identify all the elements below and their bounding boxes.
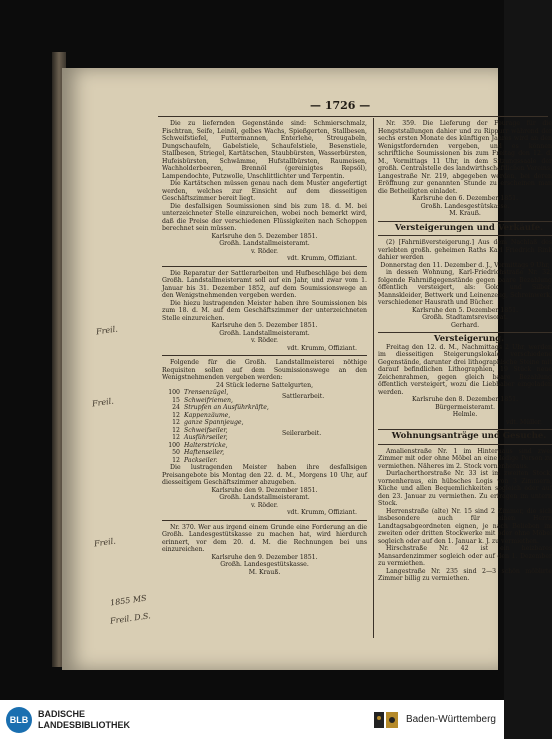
state-crest-icon <box>372 710 400 730</box>
notice-authority: Großh. Landstallmeisteramt. <box>219 240 310 247</box>
list-item: 12 ganze Spannjeuge, <box>172 419 244 426</box>
list-item: 15 Schweifriemen, <box>172 396 233 404</box>
list-item: 12 Kappenzäume, <box>172 411 231 419</box>
notice-paragraph: in dessen Wohnung, Karl-Friedrichstraße Nr. 32, folgende Fahrnißgegenstände gegen baare Bezahlung öffentlich versteigert, als: Gold und Silber, Mannskleider, Bettwerk und Leinenzeug, Schreinwerk, verschiedener Hausrath und Bücher. <box>378 269 552 306</box>
notice-paragraph: (2) [Fahrnißversteigerung.] Aus dem Nachlaß des verlebten großh. geheimen Raths Karl Friedrich Rink dahier werden <box>378 239 552 261</box>
notice-signature: v. Röder. <box>251 501 278 509</box>
notice-authority: Großh. Landesgestütskasse. <box>220 561 309 568</box>
notice-paragraph: Folgende für die Großh. Landstallmeisterei nöthige Requisiten sollen auf dem Soumissionswege an den Wenigstnehmenden vergeben werden: <box>162 359 367 381</box>
list-item: 100 Halterstricke, <box>168 441 228 449</box>
notice-paragraph: Die desfallsigen Soumissionen sind bis zum 18. d. M. bei unterzeichneter Stelle einzureichen, wobei noch bemerkt wird, daß die Preise der verschiedenen Flüssigkeiten nach Schoppen berechnet sein müssen. <box>162 202 367 232</box>
margin-note: 1855 MS <box>109 593 148 608</box>
notice-paragraph: Hirschstraße Nr. 42 ist ein heizbares Mansardenzimmer sogleich oder auf den 1. Dezember zu vermiethen. <box>378 545 552 567</box>
list-item: 12 Ausführseiler, <box>172 434 228 441</box>
notice-paragraph: Die hiezu lustragenden Meister haben ihre Soumissionen bis zum 18. d. M. auf dem Geschäftszimmer der unterzeichneten Stelle einzureichen. <box>162 299 367 322</box>
right-column <box>378 120 552 583</box>
separator <box>162 520 367 521</box>
notice-signature: v. Röder. <box>251 247 278 255</box>
list-item: 12 Packseiler. <box>172 456 218 464</box>
section-heading: Versteigerung. <box>433 334 505 344</box>
column-rule <box>373 118 374 638</box>
bracket-label-saddlery: Sattlerarbeit. <box>282 393 325 400</box>
notice-paragraph: Nr. 370. Wer aus irgend einem Grunde eine Forderung an die Großh. Landesgestütskasse zu machen hat, wird hierdurch erinnert, vor dem 20. d. M. die Rechnungen bei uns einzureichen. <box>162 523 367 553</box>
library-name-line: LANDESBIBLIOTHEK <box>38 719 130 730</box>
notice-paragraph: Durlacherthorstraße Nr. 33 ist im zweiten Stock, vornenheraus, ein hübsches Logis von 3 Zimmern, Küche und allen Bequemlichkeiten sogleich oder auf den 23. Januar zu vermiethen. Zu erfragen im untern Stock. <box>378 470 552 507</box>
notice-signature: vdt. Krumm, Offiziant. <box>287 509 357 516</box>
notice-signature: Helmle. <box>452 411 478 418</box>
library-name <box>38 709 130 731</box>
section-heading: Versteigerungen und Verkäufe. <box>394 222 544 233</box>
library-name-line: BADISCHE <box>38 708 86 719</box>
notice-paragraph: Freitag den 12. d. M., Nachmittags 2 Uhr, werden im diesseitigen Steigerungslokale verschiedene Gegenstände, darunter drei lithographische Steine mit darauf befindlichen Lithographien, 19 Stück neue Zeichenrahmen, gegen gleich baare Bezahlung öffentlich versteigert, wozu die Liebhaber eingeladen werden. <box>378 343 552 396</box>
notice-signature: M. Krauß. <box>248 568 281 576</box>
list-item: 24 Strupfen an Ausführkräfte, <box>172 404 269 411</box>
requisites-list <box>162 389 367 464</box>
notice-date: Karlsruhe den 5. Dezember 1851. <box>211 232 318 240</box>
notice-paragraph: Die Kartätschen müssen genau nach dem Muster angefertigt werden, welches zur Einsicht auf dem diesseitigen Geschäftszimmer bereit liegt. <box>162 180 367 202</box>
separator <box>378 444 552 445</box>
notice-paragraph: Nr. 359. Die Lieferung der Fourage für die Hengststallungen dahier und zu Rippurr während der sechs ersten Monate des künftigen Jahres wird an den Wenigstfordernden vergeben, und es können schriftliche Soumissionen bis zum Freitag den 12. d. M., Vormittags 11 Uhr, in dem Sitzungssaale der großh. Centralstelle des landwirthschaftlichen Vereins, Langestraße Nr. 219, abgegeben werden, bei deren Eröffnung zur genannten Stunde zu erscheinen man die Betheiligten einladet. <box>378 120 552 195</box>
margin-note: Freil. <box>93 536 117 549</box>
section-heading: Wohnungsanträge und Gesuche. <box>391 431 547 441</box>
notice-authority: Großh. Landesgestütskasse. <box>420 202 510 210</box>
notice-paragraph: Herrenstraße (alte) Nr. 15 sind 2 Zimmer, die sich insbesondere auch für einen Herrn Landtagsabgeordneten eignen, je nach Belieben im zweiten oder dritten Stockwerke mit oder ohne Möbel sogleich oder auf den 1. Januar k. J. zu vermiethen. <box>378 507 552 545</box>
list-item: 50 Haftenseiler, <box>172 449 225 456</box>
list-item: 100 Trensenzügel, <box>168 389 229 396</box>
notice-signature: Gerhard. <box>450 321 480 329</box>
notice-authority: Bürgermeisteramt. <box>435 403 495 411</box>
state-brand <box>372 710 496 730</box>
bracket-label-ropery: Seilerarbeit. <box>282 430 322 437</box>
notice-signature: v. Röder. <box>251 337 278 344</box>
list-item: 12 Schweifseiler, <box>172 426 228 434</box>
margin-note: Freil. <box>91 396 115 409</box>
notice-date: Karlsruhe den 5. Dezember 1851. <box>211 322 318 329</box>
notice-date: Karlsruhe den 9. Dezember 1851. <box>211 486 318 494</box>
separator <box>378 332 552 333</box>
separator <box>378 221 552 222</box>
notice-signature: M. Krauß. <box>449 210 481 217</box>
notice-date: Karlsruhe den 8. Dezember 1851. <box>411 396 519 403</box>
notice-authority: Großh. Landstallmeisteramt. <box>219 329 310 337</box>
separator <box>378 429 552 430</box>
notice-date: Karlsruhe den 6. Dezember 1851. <box>411 195 519 202</box>
footer-bar <box>0 700 504 739</box>
notice-paragraph: Die zu liefernden Gegenstände sind: Schmierschmalz, Fischtran, Seife, Leinöl, gelbes Wachs, Spießgerten, Stallbesen, Schweifstiefel, Futtermannen, Enterlehe, Streugabeln, Dungschaufeln, Gabelstiele, Schaufelstiele, Besenstiele, Stallbesen, Striegel, Kartätschen, Staubbürsten, Wasserbürsten, Hufeisbürsten, Schwämme, Hufstallbürsten, Raumeisen, Wachholderbeeren, Brennöl (gereinigtes Repsöl), Lampendochte, Putzwolle, Unschlittlichter und Terpentin. <box>162 120 367 180</box>
notice-paragraph: Die lustragenden Meister haben ihre desfallsigen Preisangebote bis Montag den 22. d. M., Morgens 10 Uhr, auf diesseitigem Geschäftszimmer abzugeben. <box>162 464 367 486</box>
notice-signature: vdt. Krumm, Offiziant. <box>287 255 357 262</box>
state-name: Baden-Württemberg <box>405 714 496 725</box>
notice-paragraph: Amalienstraße Nr. 1 im Hinterhaus sind zwei Zimmer mit oder ohne Möbel an eine ledige Person zu vermiethen. Näheres im 2. Stock vornenheraus. <box>378 447 552 470</box>
margin-note: Freil. D.S. <box>109 611 152 626</box>
notice-authority: Großh. Landstallmeisteramt. <box>219 494 310 501</box>
margin-note: Freil. <box>95 324 119 337</box>
book-page <box>62 68 552 670</box>
notice-paragraph: Langestraße Nr. 235 sind 2—3 schön möblirte Zimmer billig zu vermiethen. <box>378 567 552 582</box>
notice-paragraph: Die Reparatur der Sattlerarbeiten und Hufbeschläge bei dem Großh. Landstallmeisteramt soll auf ein Jahr, und zwar vom 1. Januar bis 31. Dezember 1852, auf dem Soumissionswege an den Wenigstnehmenden vergeben werden. <box>162 269 367 299</box>
separator <box>162 266 367 267</box>
separator <box>378 235 552 236</box>
list-heading: 24 Stück lederne Sattelgurten, <box>215 381 314 389</box>
notice-date-line: Donnerstag den 11. Dezember d. J., Vormittags 9 Uhr, <box>380 261 550 269</box>
notice-date: Karlsruhe den 9. Dezember 1851. <box>211 553 318 561</box>
notice-date: Karlsruhe den 5. Dezember 1851. <box>411 306 519 314</box>
notice-signature: vdt. Krumm, Offiziant. <box>287 344 357 352</box>
notice-signature: vdt. Müller. <box>505 418 542 426</box>
notice-authority: Großh. Stadtamtsrevisorat. <box>422 314 508 321</box>
blb-logo-icon: BLB <box>6 707 32 733</box>
left-column <box>162 120 367 576</box>
page-number: — 1726 — <box>310 99 371 112</box>
separator <box>162 355 367 356</box>
top-rule <box>158 116 548 117</box>
